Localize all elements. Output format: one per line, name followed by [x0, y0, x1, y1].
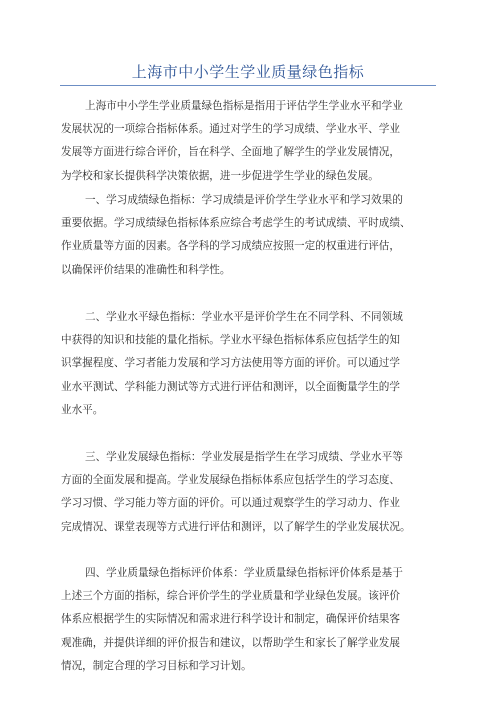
paragraph-line: 为学校和家长提供科学决策依据，进一步促进学生学业的绿色发展。 — [61, 169, 379, 182]
paragraph-line: 业水平测试、学科能力测试等方式进行评估和测评，以全面衡量学生的学 — [61, 380, 400, 393]
paragraph-line: 三、学业发展绿色指标：学业发展是指学生在学习成绩、学业水平等 — [85, 451, 403, 463]
paragraph-line: 情况，制定合理的学习目标和学习计划。 — [61, 659, 252, 672]
paragraph-section-4 — [61, 562, 439, 678]
paragraph-line: 作业质量等方面的因素。各学科的学习成绩应按照一定的权重进行评估， — [61, 240, 400, 253]
paragraph-line: 发展状况的一项综合指标体系。通过对学生的学习成绩、学业水平、学业 — [61, 123, 400, 136]
paragraph-line: 中获得的知识和技能的量化指标。学业水平绿色指标体系应包括学生的知 — [61, 334, 400, 347]
paragraph-section-1 — [61, 189, 439, 282]
paragraph-line: 观准确，并提供详细的评价报告和建议，以帮助学生和家长了解学业发展 — [61, 636, 400, 649]
paragraph-line: 业水平。 — [61, 403, 104, 416]
paragraph-section-2 — [61, 306, 439, 422]
paragraph-line: 学习习惯、学习能力等方面的评价。可以通过观察学生的学习动力、作业 — [61, 497, 400, 510]
paragraph-line: 发展等方面进行综合评价，旨在科学、全面地了解学生的学业发展情况， — [61, 146, 400, 159]
paragraph-intro — [61, 95, 439, 188]
paragraph-section-3 — [61, 446, 439, 539]
paragraph-line: 体系应根据学生的实际情况和需求进行科学设计和制定，确保评价结果客 — [61, 613, 400, 626]
document-title: 上海市中小学生学业质量绿色指标 — [131, 63, 365, 81]
paragraph-line: 识掌握程度、学习者能力发展和学习方法使用等方面的评价。可以通过学 — [61, 357, 400, 370]
paragraph-line: 方面的全面发展和提高。学业发展绿色指标体系应包括学生的学习态度、 — [61, 474, 400, 487]
paragraph-line: 一、学习成绩绿色指标：学习成绩是评价学生学业水平和学习效果的 — [85, 194, 403, 206]
paragraph-line: 以确保评价结果的准确性和科学性。 — [61, 263, 231, 276]
paragraph-line: 重要依据。学习成绩绿色指标体系应综合考虑学生的考试成绩、平时成绩、 — [61, 217, 411, 230]
paragraph-line: 二、学业水平绿色指标：学业水平是评价学生在不同学科、不同领域 — [85, 311, 403, 323]
paragraph-line: 上述三个方面的指标，综合评价学生的学业质量和学业绿色发展。该评价 — [61, 590, 400, 603]
paragraph-line: 四、学业质量绿色指标评价体系：学业质量绿色指标评价体系是基于 — [85, 567, 403, 579]
paragraph-line: 上海市中小学生学业质量绿色指标是指用于评估学生学业水平和学业 — [85, 100, 403, 112]
paragraph-line: 完成情况、课堂表现等方式进行评估和测评，以了解学生的学业发展状况。 — [61, 520, 411, 533]
title-underline — [60, 85, 436, 86]
